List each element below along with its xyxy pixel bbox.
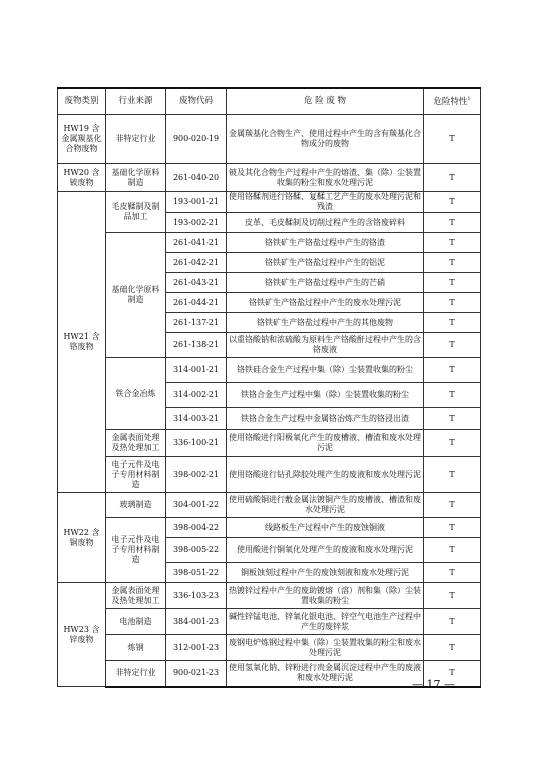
source-cell: 毛皮鞣制及制品加工 <box>106 192 166 233</box>
hazard-cell: T <box>424 408 481 430</box>
code-cell: 384-001-23 <box>166 609 227 635</box>
hazard-cell: T <box>424 609 481 635</box>
code-cell: 398-005-22 <box>166 538 227 563</box>
header-hazard-footnote: 1 <box>467 95 471 102</box>
desc-cell: 铬铁矿生产铬盐过程中产生的芒硝 <box>227 273 424 293</box>
code-cell: 193-002-21 <box>166 213 227 233</box>
hazard-cell: T <box>424 635 481 661</box>
hazard-cell: T <box>424 493 481 518</box>
category-cell: HW19 含金属羰基化合物废物 <box>58 115 106 164</box>
hazard-cell: T <box>424 383 481 408</box>
header-hazard-label: 危险特性 <box>433 96 468 107</box>
hazard-cell: T <box>424 164 481 192</box>
desc-cell: 线路板生产过程中产生的废蚀铜液 <box>227 518 424 538</box>
code-cell: 304-001-22 <box>166 493 227 518</box>
code-cell: 261-041-21 <box>166 233 227 253</box>
code-cell: 900-020-19 <box>166 115 227 164</box>
code-cell: 261-042-21 <box>166 253 227 273</box>
desc-cell: 皮革、毛皮鞣制及切削过程产生的含铬废碎料 <box>227 213 424 233</box>
code-cell: 314-002-21 <box>166 383 227 408</box>
header-source: 行业来源 <box>106 88 166 115</box>
hazard-cell: T <box>424 563 481 583</box>
desc-cell: 铬铁矿生产铬盐过程中产生的铝泥 <box>227 253 424 273</box>
hazard-cell: T <box>424 518 481 538</box>
desc-cell: 铁铬合金生产过程中金属铬冶炼产生的铬浸出渣 <box>227 408 424 430</box>
desc-cell: 铬铁矿生产铬盐过程中产生的铬渣 <box>227 233 424 253</box>
header-code: 废物代码 <box>166 88 227 115</box>
desc-cell: 铬铁硅合金生产过程中集（除）尘装置收集的粉尘 <box>227 358 424 383</box>
source-cell: 铁合金冶炼 <box>106 358 166 430</box>
hazard-cell: T <box>424 583 481 609</box>
hazard-cell: T <box>424 115 481 164</box>
code-cell: 312-001-23 <box>166 635 227 661</box>
header-hazard <box>424 88 481 115</box>
desc-cell: 碱性锌锰电池、锌氧化银电池、锌空气电池生产过程中产生的废锌浆 <box>227 609 424 635</box>
table-row <box>58 518 481 538</box>
hazard-cell: T <box>424 213 481 233</box>
desc-cell: 使用氢氧化钠、锌粉进行贵金属沉淀过程中产生的废液和废水处理污泥 <box>227 661 424 687</box>
table-row <box>58 635 481 661</box>
desc-cell: 使用铬酸进行阳极氧化产生的废槽液、槽渣和废水处理污泥 <box>227 430 424 457</box>
source-cell: 电子元件及电子专用材料制造 <box>106 457 166 493</box>
table-header-row <box>58 88 481 115</box>
table-row <box>58 233 481 253</box>
desc-cell: 铍及其化合物生产过程中产生的熔渣、集（除）尘装置收集的粉尘和废水处理污泥 <box>227 164 424 192</box>
code-cell: 261-138-21 <box>166 333 227 358</box>
code-cell: 261-044-21 <box>166 293 227 313</box>
source-cell: 金属表面处理及热处理加工 <box>106 430 166 457</box>
source-cell: 基础化学原料制造 <box>106 233 166 358</box>
hazard-cell: T <box>424 358 481 383</box>
code-cell: 900-021-23 <box>166 661 227 687</box>
desc-cell: 铜板蚀刻过程中产生的废蚀刻液和废水处理污泥 <box>227 563 424 583</box>
table-row <box>58 358 481 383</box>
table-row <box>58 115 481 164</box>
hazard-cell: T <box>424 661 481 687</box>
table-row <box>58 493 481 518</box>
desc-cell: 使用酸进行铜氧化处理产生的废液和废水处理污泥 <box>227 538 424 563</box>
hazard-cell: T <box>424 233 481 253</box>
desc-cell: 使用铬酸进行钻孔除胶处理产生的废液和废水处理污泥 <box>227 457 424 493</box>
desc-cell: 热镀锌过程中产生的废助镀熔（溶）剂和集（除）尘装置收集的粉尘 <box>227 583 424 609</box>
desc-cell: 使用硫酸铜进行敷金属法镀铜产生的废槽液、槽渣和废水处理污泥 <box>227 493 424 518</box>
code-cell: 336-103-23 <box>166 583 227 609</box>
page-number: — 17 — <box>412 678 455 691</box>
hazard-cell: T <box>424 333 481 358</box>
desc-cell: 铬铁矿生产铬盐过程中产生的废水处理污泥 <box>227 293 424 313</box>
code-cell: 261-137-21 <box>166 313 227 333</box>
code-cell: 261-040-20 <box>166 164 227 192</box>
code-cell: 193-001-21 <box>166 192 227 213</box>
source-cell: 电子元件及电子专用材料制造 <box>106 518 166 583</box>
hazard-cell: T <box>424 430 481 457</box>
category-cell: HW20 含铍废物 <box>58 164 106 192</box>
code-cell: 398-002-21 <box>166 457 227 493</box>
table-row <box>58 609 481 635</box>
code-cell: 398-051-22 <box>166 563 227 583</box>
category-cell: HW21 含铬废物 <box>58 192 106 493</box>
code-cell: 336-100-21 <box>166 430 227 457</box>
header-waste: 危 险 废 物 <box>227 88 424 115</box>
hazard-cell: T <box>424 538 481 563</box>
desc-cell: 铬铁矿生产铬盐过程中产生的其他废物 <box>227 313 424 333</box>
source-cell: 炼钢 <box>106 635 166 661</box>
hazardous-waste-table <box>57 87 481 688</box>
source-cell: 非特定行业 <box>106 115 166 164</box>
table-row <box>58 457 481 493</box>
source-cell: 非特定行业 <box>106 661 166 687</box>
desc-cell: 废钢电炉炼钢过程中集（除）尘装置收集的粉尘和废水处理污泥 <box>227 635 424 661</box>
table-row <box>58 164 481 192</box>
hazard-cell: T <box>424 273 481 293</box>
desc-cell: 以重铬酸钠和浓硫酸为原料生产铬酸酐过程中产生的含铬废液 <box>227 333 424 358</box>
hazard-cell: T <box>424 192 481 213</box>
source-cell: 电池制造 <box>106 609 166 635</box>
code-cell: 314-003-21 <box>166 408 227 430</box>
source-cell: 基础化学原料制造 <box>106 164 166 192</box>
code-cell: 261-043-21 <box>166 273 227 293</box>
desc-cell: 使用铬鞣剂进行铬鞣、复鞣工艺产生的废水处理污泥和残渣 <box>227 192 424 213</box>
hazard-cell: T <box>424 457 481 493</box>
table-row <box>58 583 481 609</box>
hazard-cell: T <box>424 293 481 313</box>
source-cell: 玻璃制造 <box>106 493 166 518</box>
hazard-cell: T <box>424 253 481 273</box>
category-cell: HW22 含铜废物 <box>58 493 106 583</box>
code-cell: 314-001-21 <box>166 358 227 383</box>
source-cell: 金属表面处理及热处理加工 <box>106 583 166 609</box>
desc-cell: 铁铬合金生产过程中集（除）尘装置收集的粉尘 <box>227 383 424 408</box>
table-row <box>58 192 481 213</box>
code-cell: 398-004-22 <box>166 518 227 538</box>
desc-cell: 金属羰基化合物生产、使用过程中产生的含有羰基化合物成分的废物 <box>227 115 424 164</box>
table-row <box>58 430 481 457</box>
hazard-cell: T <box>424 313 481 333</box>
category-cell: HW23 含锌废物 <box>58 583 106 687</box>
header-category: 废物类别 <box>58 88 106 115</box>
